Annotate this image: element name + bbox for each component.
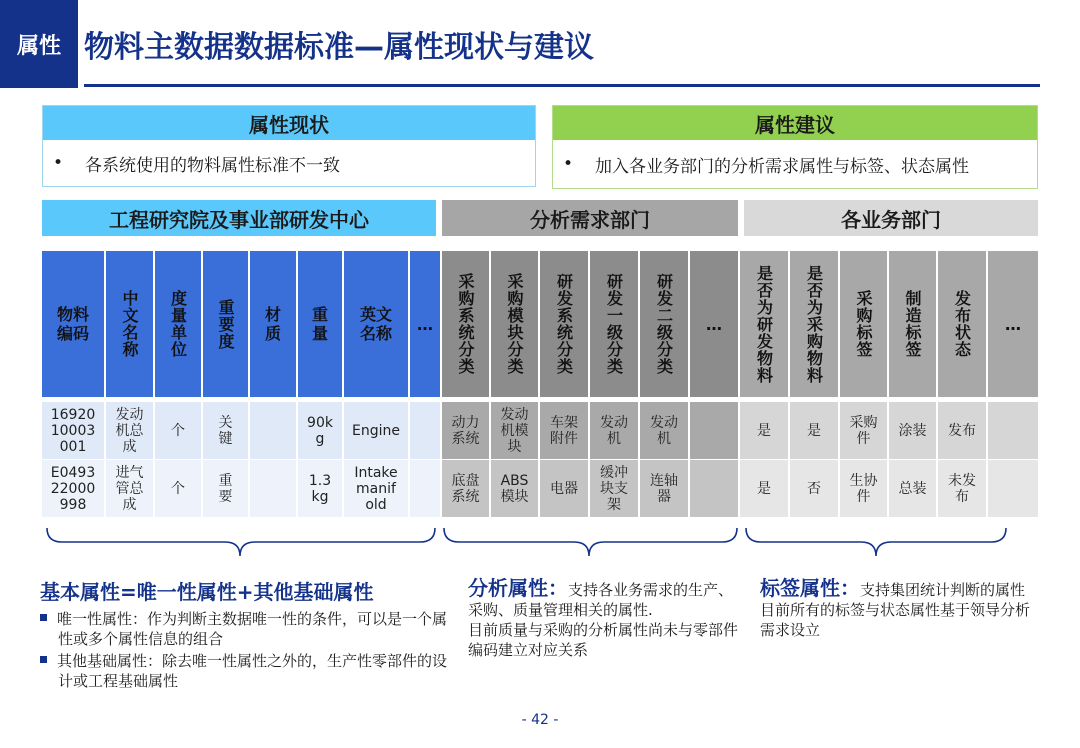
status-box — [42, 105, 536, 187]
suggestion-bullet-text: 加入各业务部门的分析需求属性与标签、状态属性 — [595, 156, 970, 177]
table-cell: 1.3 kg — [298, 460, 342, 517]
label-text2: 目前所有的标签与状态属性基于领导分析需求设立 — [760, 601, 1031, 639]
table-cell: 关 键 — [203, 402, 248, 459]
table-header-label: … — [417, 314, 433, 334]
table-cell: 底盘 系统 — [442, 460, 489, 517]
label-notes — [760, 578, 1030, 640]
table-header-cell — [442, 251, 489, 397]
table-cell: 是 — [740, 402, 788, 459]
table-header-label: 采购系统分类 — [456, 273, 475, 375]
table-cell: 动力 系统 — [442, 402, 489, 459]
basic-notes — [40, 576, 458, 691]
table-cell: 90k g — [298, 402, 342, 459]
table-cell: 发动 机模 块 — [491, 402, 538, 459]
table-header-label: 采购标签 — [854, 290, 873, 358]
table-cell — [250, 460, 296, 517]
table-header-cell — [298, 251, 342, 397]
table-cell: 生协 件 — [840, 460, 887, 517]
table-header-cell — [410, 251, 440, 397]
table-cell — [988, 460, 1038, 517]
table-header-cell — [590, 251, 638, 397]
brace-graphics — [0, 520, 1080, 570]
table-header-label: 研发一级分类 — [604, 273, 624, 375]
title-divider — [84, 84, 1040, 87]
table-header-cell — [740, 251, 788, 397]
section-tag: 属性 — [0, 0, 78, 88]
table-cell — [250, 402, 296, 459]
status-heading: 属性现状 — [43, 106, 535, 140]
table-cell: 16920 10003 001 — [42, 402, 104, 459]
table-header-cell — [640, 251, 688, 397]
bullet-dot: • — [53, 153, 64, 173]
square-bullet-icon — [40, 656, 47, 663]
table-cell — [988, 402, 1038, 459]
table-header-cell — [790, 251, 838, 397]
table-cell: E0493 22000 998 — [42, 460, 104, 517]
basic-item: 其他基础属性：除去唯一性属性之外的，生产性零部件的设计或工程基础属性 — [40, 651, 458, 691]
table-header-label: … — [1005, 314, 1021, 334]
suggestion-body — [553, 140, 1037, 188]
status-body — [43, 140, 535, 186]
table-cell — [410, 460, 440, 517]
brace-basic — [47, 528, 435, 556]
suggestion-box — [552, 105, 1038, 189]
status-bullet-text: 各系统使用的物料属性标准不一致 — [85, 155, 341, 176]
table-header-label: 是否为研发物料 — [754, 264, 774, 384]
table-header-cell — [250, 251, 296, 397]
table-cell: 发布 — [938, 402, 986, 459]
table-cell: 个 — [155, 402, 201, 459]
table-cell: 连轴 器 — [640, 460, 688, 517]
brace-label — [746, 528, 1006, 556]
table-cell: 个 — [155, 460, 201, 517]
table-header-cell — [540, 251, 588, 397]
basic-item: 唯一性属性：作为判断主数据唯一性的条件，可以是一个属性或多个属性信息的组合 — [40, 609, 458, 649]
table-header-cell — [840, 251, 887, 397]
table-cell: Engine — [344, 402, 408, 459]
page-number: - 42 - — [521, 712, 559, 728]
analysis-text: 支持各业务需求的生产、采购、质量管理相关的属性. — [468, 581, 734, 619]
table-header-label: 重量 — [311, 305, 328, 343]
table-cell — [410, 402, 440, 459]
table-cell: 进气 管总 成 — [106, 460, 153, 517]
square-bullet-icon — [40, 614, 47, 621]
table-cell: 重 要 — [203, 460, 248, 517]
table-cell: 缓冲 块支 架 — [590, 460, 638, 517]
table-header-cell — [491, 251, 538, 397]
table-cell: Intake manif old — [344, 460, 408, 517]
table-header-cell — [106, 251, 153, 397]
table-cell — [690, 460, 738, 517]
table-header-label: 度量单位 — [168, 290, 188, 358]
table-header-cell — [155, 251, 201, 397]
table-cell: 发动 机 — [640, 402, 688, 459]
section-rd: 工程研究院及事业部研发中心 — [42, 200, 436, 236]
basic-title: 基本属性=唯一性属性+其他基础属性 — [40, 580, 374, 604]
table-cell: ABS 模块 — [491, 460, 538, 517]
table-header-label: 英文名称 — [359, 305, 392, 343]
table-header-cell — [344, 251, 408, 397]
label-text: 支持集团统计判断的属性 — [860, 581, 1026, 599]
analysis-title: 分析属性： — [468, 576, 568, 600]
table-cell: 采购 件 — [840, 402, 887, 459]
table-header-label: 研发二级分类 — [654, 273, 674, 375]
table-header-cell — [690, 251, 738, 397]
label-title: 标签属性： — [760, 576, 860, 600]
table-header-label: 中文名称 — [120, 290, 139, 358]
table-header-label: … — [706, 314, 722, 334]
table-cell: 是 — [740, 460, 788, 517]
table-header-label: 重要度 — [216, 298, 235, 350]
bullet-dot: • — [563, 154, 574, 174]
section-business: 各业务部门 — [744, 200, 1038, 236]
page-title: 物料主数据数据标准—属性现状与建议 — [84, 30, 594, 65]
table-header-label: 材质 — [264, 305, 281, 343]
table-cell: 涂装 — [889, 402, 936, 459]
table-cell: 发动 机总 成 — [106, 402, 153, 459]
table-cell: 发动 机 — [590, 402, 638, 459]
table-header-label: 物料编码 — [56, 305, 89, 343]
table-cell: 否 — [790, 460, 838, 517]
table-cell: 总装 — [889, 460, 936, 517]
table-header-label: 采购模块分类 — [505, 273, 524, 375]
table-cell: 车架 附件 — [540, 402, 588, 459]
brace-analysis — [444, 528, 737, 556]
table-cell: 电器 — [540, 460, 588, 517]
table-cell — [690, 402, 738, 459]
table-header-cell — [988, 251, 1038, 397]
table-cell: 是 — [790, 402, 838, 459]
table-header-cell — [203, 251, 248, 397]
table-header-cell — [938, 251, 986, 397]
table-header-label: 是否为采购物料 — [804, 264, 824, 384]
suggestion-heading: 属性建议 — [553, 106, 1037, 140]
analysis-text2: 目前质量与采购的分析属性尚未与零部件编码建立对应关系 — [468, 621, 739, 659]
table-cell: 未发 布 — [938, 460, 986, 517]
table-header-label: 制造标签 — [903, 290, 922, 358]
table-header-cell — [42, 251, 104, 397]
table-header-label: 发布状态 — [952, 290, 972, 358]
table-header-cell — [889, 251, 936, 397]
section-analysis: 分析需求部门 — [442, 200, 738, 236]
analysis-notes — [468, 578, 738, 660]
table-header-label: 研发系统分类 — [554, 273, 574, 375]
